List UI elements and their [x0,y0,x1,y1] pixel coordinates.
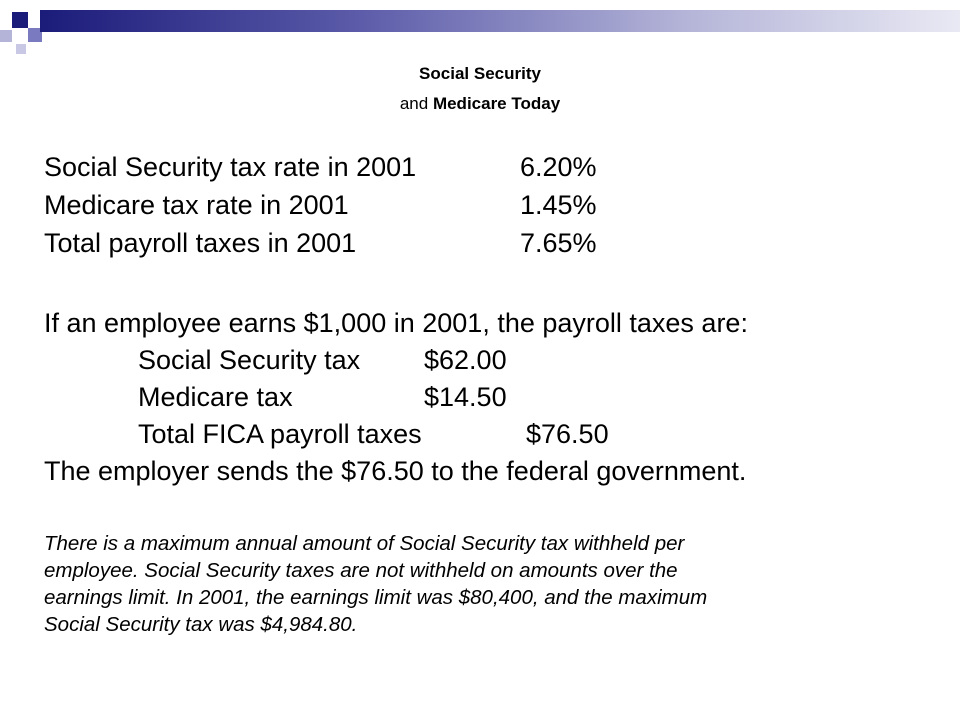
rate-label: Medicare tax rate in 2001 [44,190,349,220]
rate-value-social-security: 6.20% [520,152,597,182]
note-line: There is a maximum annual amount of Social Security tax withheld per [44,532,685,555]
example-value-total-fica: $76.50 [526,419,609,449]
decor-square-light [0,30,12,42]
page-title-line1: Social Security [419,64,541,83]
rate-row-medicare [44,188,349,222]
example-label-medicare: Medicare tax [138,382,293,412]
rate-label: Total payroll taxes in 2001 [44,228,357,258]
example-label-social-security: Social Security tax [138,345,361,375]
example-intro: If an employee earns $1,000 in 2001, the payroll taxes are: [44,308,748,338]
rate-value-total: 7.65% [520,228,597,258]
example-value-social-security: $62.00 [424,345,507,375]
example-value-medicare: $14.50 [424,382,507,412]
example-label-total-fica: Total FICA payroll taxes [138,419,422,449]
decor-square-small [16,44,26,54]
note-line: Social Security tax was $4,984.80. [44,613,358,636]
header-gradient-bar [40,10,960,32]
note-line: earnings limit. In 2001, the earnings limit was $80,400, and the maximum [44,586,708,609]
rate-row-social-security [44,150,416,184]
note-line: employee. Social Security taxes are not withheld on amounts over the [44,559,678,582]
rate-row-total [44,226,356,260]
rate-label: Social Security tax rate in 2001 [44,152,417,182]
earnings-limit-note [44,530,924,638]
page-title-line2: and Medicare Today [399,94,561,113]
rate-value-medicare: 1.45% [520,190,597,220]
example-closing: The employer sends the $76.50 to the federal government. [44,456,747,486]
decor-square-dark [12,12,28,28]
